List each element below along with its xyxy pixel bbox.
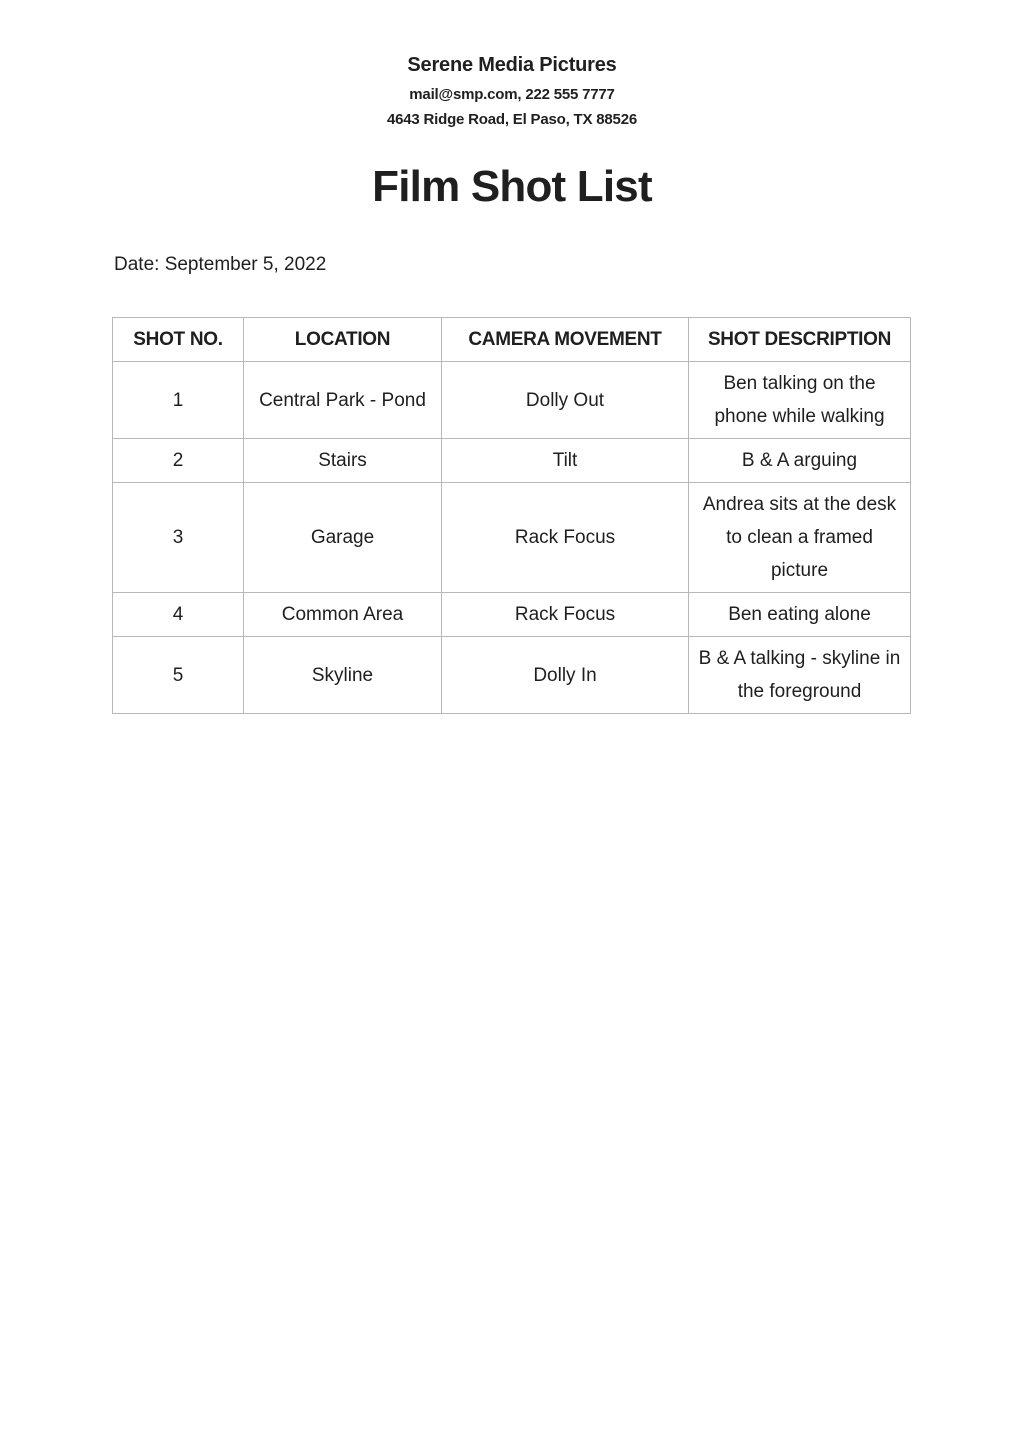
cell-shot-no: 3 xyxy=(113,483,244,593)
cell-location: Common Area xyxy=(244,593,442,637)
cell-shot-no: 2 xyxy=(113,439,244,483)
cell-location: Central Park - Pond xyxy=(244,362,442,439)
cell-shot-no: 5 xyxy=(113,637,244,714)
table-header-row xyxy=(113,318,911,362)
header-shot-description: SHOT DESCRIPTION xyxy=(689,318,911,362)
table-row xyxy=(113,593,911,637)
cell-shot-description: Ben eating alone xyxy=(689,593,911,637)
header-location: LOCATION xyxy=(244,318,442,362)
cell-shot-description: Andrea sits at the desk to clean a framed picture xyxy=(689,483,911,593)
date-line: Date: September 5, 2022 xyxy=(114,254,327,275)
cell-camera-movement: Rack Focus xyxy=(442,483,689,593)
company-name: Serene Media Pictures xyxy=(407,54,617,76)
cell-camera-movement: Rack Focus xyxy=(442,593,689,637)
table-row xyxy=(113,483,911,593)
table-row xyxy=(113,362,911,439)
company-address: 4643 Ridge Road, El Paso, TX 88526 xyxy=(387,111,637,128)
cell-shot-no: 1 xyxy=(113,362,244,439)
cell-shot-no: 4 xyxy=(113,593,244,637)
cell-shot-description: B & A arguing xyxy=(689,439,911,483)
header-camera-movement: CAMERA MOVEMENT xyxy=(442,318,689,362)
shot-list-table xyxy=(112,317,911,714)
table-row xyxy=(113,439,911,483)
table-row xyxy=(113,637,911,714)
cell-camera-movement: Tilt xyxy=(442,439,689,483)
document-title: Film Shot List xyxy=(372,162,652,211)
cell-location: Stairs xyxy=(244,439,442,483)
cell-shot-description: B & A talking - skyline in the foreground xyxy=(689,637,911,714)
company-contact: mail@smp.com, 222 555 7777 xyxy=(409,86,615,103)
cell-camera-movement: Dolly In xyxy=(442,637,689,714)
cell-location: Skyline xyxy=(244,637,442,714)
header-shot-no: SHOT NO. xyxy=(113,318,244,362)
cell-location: Garage xyxy=(244,483,442,593)
cell-camera-movement: Dolly Out xyxy=(442,362,689,439)
cell-shot-description: Ben talking on the phone while walking xyxy=(689,362,911,439)
